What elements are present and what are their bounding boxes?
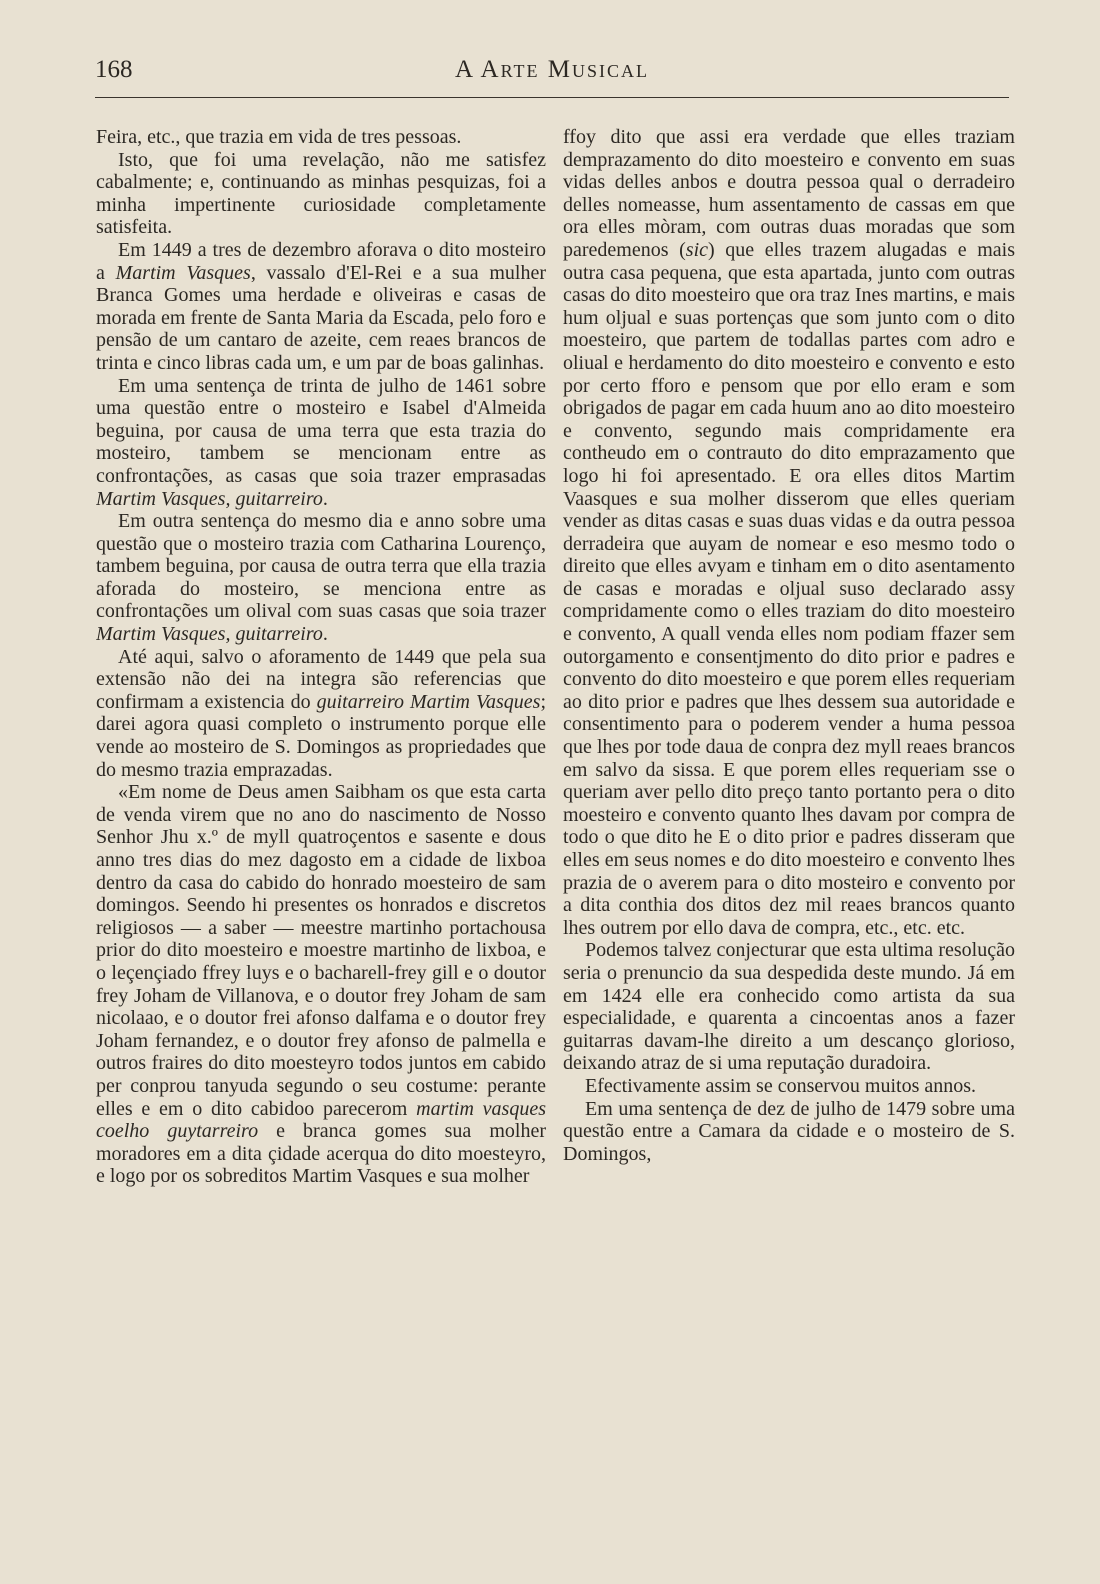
left-column xyxy=(96,126,546,1506)
text-run: . xyxy=(322,623,328,646)
paragraph: Isto, que foi uma revelação, não me satisfez cabalmente; e, continuando as minhas pesquizas, foi a minha impertinente curiosidade completamente satisfeita. xyxy=(96,148,546,239)
text-run: Em outra sentença do mesmo dia e anno sobre uma questão que o mosteiro trazia com Catharina Lourenço, tambem beguina, por causa de outra terra que ella trazia aforada do mosteiro, se menciona entre as confrontações um olival com suas casas que soia trazer xyxy=(96,510,546,623)
person-name: Martim Vasques, guitarreiro xyxy=(96,487,323,510)
person-name: guitarreiro Martim Vasques xyxy=(316,690,541,713)
text-run: Até aqui, salvo o aforamento de 1449 que pela sua extensão não dei na integra são referencias que confirmam a existencia do xyxy=(96,645,546,713)
text-run: , vassalo d'El-Rei e a sua mulher Branca Gomes uma herdade e oliveiras e casas de morada em frente de Santa Maria da Escada, pelo foro e pensão de um cantaro de azeite, cem reaes brancos de trinta e cinco libras cada um, e um par de boas galinhas. xyxy=(96,261,546,374)
paragraph xyxy=(96,239,546,375)
quoted-document-continued xyxy=(563,126,1015,939)
text-run: ; darei agora quasi completo o instrumento porque elle vende ao mosteiro de S. Domingos as propriedades que do mesmo trazia emprazadas. xyxy=(96,690,546,781)
text-run: «Em nome de Deus amen Saibham os que esta carta de venda virem que no ano do nascimento de Nosso Senhor Jhu x.º de myll quatroçentos e sasente e dous anno tres dias do mez dagosto em a cidade de lixboa dentro da casa do cabido do honrado moesteiro de sam domingos. Seendo hi presentes os honrados e discretos religiosos — a saber — meestre martinho portachousa prior do dito moesteiro e moestre martinho de lixboa, e o leçençiado ffrey luys e o bacharell-frey gill e o doutor frey Joham de Villanova, e o doutor frey Joham de sam nicolaao, e o doutor frei afonso dalfama e o doutor frey Joham fernandez, e o doutor frey afonso de palmella e outros fraires do dito moesteyro todos juntos em cabido per conprou tanyuda segundo o seu costume: perante elles e em o dito cabidoo parecerom xyxy=(96,781,546,1120)
page-header xyxy=(95,56,1009,88)
person-name: martim vasques coelho guytarreiro xyxy=(96,1097,546,1143)
running-title: A Arte Musical xyxy=(455,56,649,83)
header-rule xyxy=(95,97,1009,98)
paragraph xyxy=(96,375,546,511)
text-run: ffoy dito que assi era verdade que elles traziam demprazamento do dito moesteiro e convento em suas vidas delles anbos e doutra pessoa qual o derradeiro delles nomeasse, hum assentamento de cassas em que ora elles mòram, com outras duas moradas que som paredemenos ( xyxy=(563,126,1015,261)
paragraph xyxy=(96,646,546,782)
text-run: Em uma sentença de trinta de julho de 1461 sobre uma questão entre o mosteiro e Isabel d'Almeida beguina, por causa de uma terra que esta trazia do mosteiro, tambem se mencionam entre as confrontações, as casas que soia trazer emprasadas xyxy=(96,374,546,487)
text-run: Em 1449 a tres de dezembro aforava o dito mosteiro a xyxy=(96,238,546,284)
sic-note: sic xyxy=(685,238,709,261)
person-name: Martim Vasques xyxy=(115,261,251,284)
paragraph: Em uma sentença de dez de julho de 1479 sobre uma questão entre a Camara da cidade e o mosteiro de S. Domingos, xyxy=(563,1097,1015,1165)
quoted-document xyxy=(96,781,546,1188)
paragraph xyxy=(96,510,546,646)
paragraph: Feira, etc., que trazia em vida de tres pessoas. xyxy=(96,126,462,148)
paragraph: Podemos talvez conjecturar que esta ultima resolução seria o prenuncio da sua despedida deste mundo. Já em em 1424 elle era conhecido como artista da sua especialidade, e quarenta a cincoentas anos a fazer guitarras davam-lhe direito a um descanço glorioso, deixando atraz de si uma reputação duradoira. xyxy=(563,939,1015,1075)
page-number: 168 xyxy=(95,56,133,83)
paragraph: Efectivamente assim se conservou muitos annos. xyxy=(585,1074,977,1097)
text-run: . xyxy=(322,487,328,510)
right-column xyxy=(563,126,1015,1506)
text-run: ) que elles trazem alugadas e mais outra casa pequena, que esta apartada, junto com outras casas do dito moesteiro que ora traz Ines martins, e mais hum oljual e suas portenças que som junto com o dito moesteiro, que partem de todallas partes com adro e oliual e herdamento do dito moesteiro e convento e esto por certo fforo e pensom que por ello eram e som obrigados de pagar em cada huum ano ao dito moesteiro e convento, segundo mais compridamente era contheudo em o contrauto do dito emprazamento que logo hi foi apresentado. E ora elles ditos Martim Vaasques e sua molher disserom que elles queriam vender as ditas casas e suas duas vidas e da outra pessoa derradeira que auyam de nomear e eso mesmo todo o direito que elles avyam e tinham em o dito asentamento de casas e moradas e oljual suso declarado assy compridamente como o elles traziam do dito moesteiro e convento, A quall venda elles nom podiam ffazer sem outorgamento e consentjmento do dito prior e padres e convento do dito moesteiro e que porem elles requeriam ao dito prior e padres que lhes dessem sua autoridade e consentimento para o poderem vender a huma pessoa que lhes por tode daua de conpra dez myll reaes brancos em salvo da sissa. E que porem elles requeriam sse o queriam aver pello dito preço tanto portanto pera o dito moesteiro e convento quanto lhes davam por compra de todo o que dito he E o dito prior e padres disseram que elles em seus nomes e do dito moesteiro e convento lhes prazia de o averem para o dito mosteiro e convento por a dita conthia dos ditos dez mil reaes brancos quanto lhes outrem por ello dava de compra, etc., etc. etc. xyxy=(563,238,1015,939)
person-name: Martim Vasques, guitarreiro xyxy=(96,623,323,646)
text-run: e branca gomes sua molher moradores em a dita çidade acerqua do dito moesteyro, e logo por os sobreditos Martim Vasques e sua molher xyxy=(96,1120,546,1188)
